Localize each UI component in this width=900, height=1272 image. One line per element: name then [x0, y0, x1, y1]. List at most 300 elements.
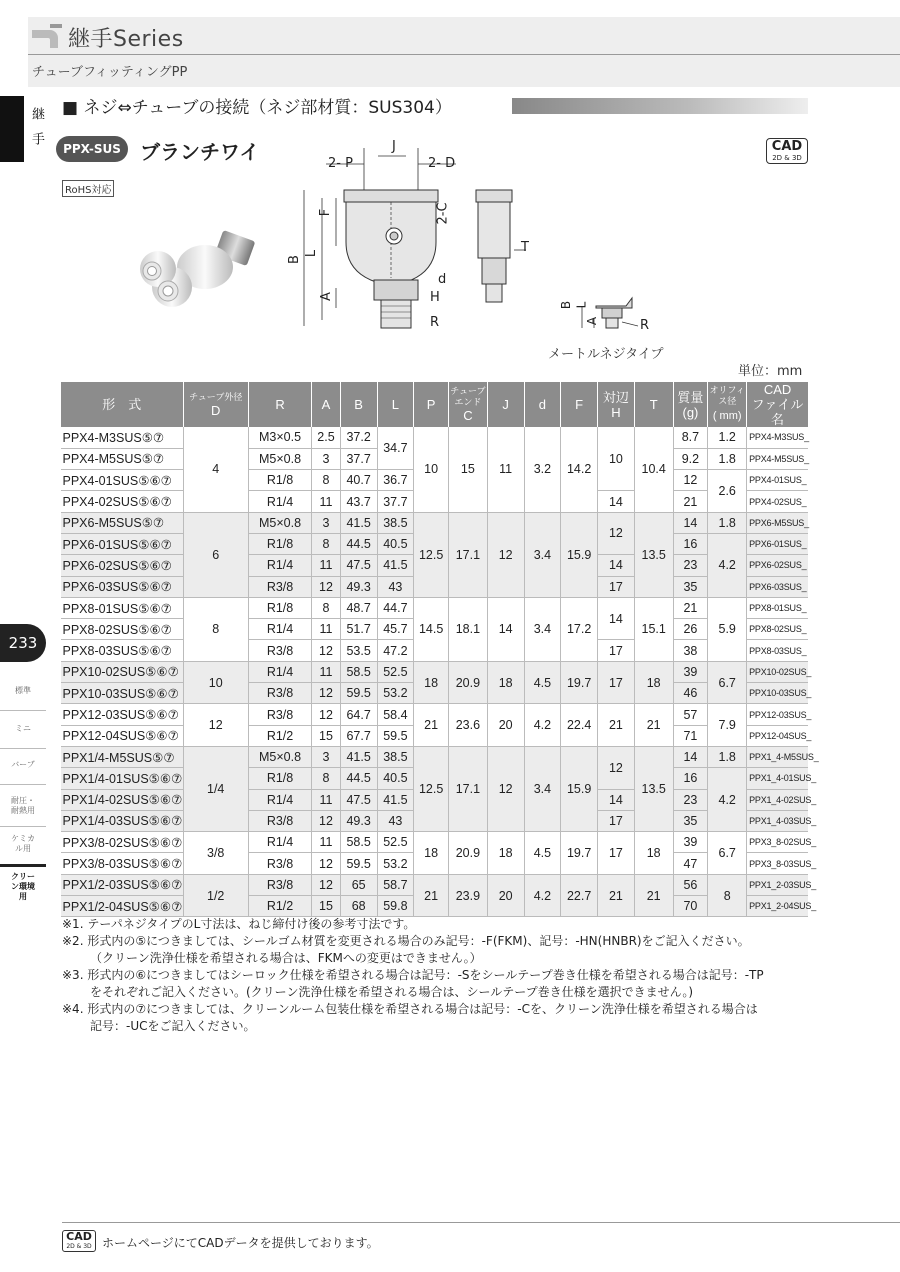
model-cell: PPX3/8-03SUS⑤⑥⑦ [61, 853, 184, 874]
footer-cad-label: CAD [66, 1230, 92, 1243]
spec-table [60, 382, 819, 917]
table-cell: 11 [312, 619, 341, 640]
table-cell: 35 [673, 810, 708, 831]
model-cell: PPX1/4-M5SUS⑤⑦ [61, 746, 184, 767]
dim-label-d: 2- D [428, 156, 456, 171]
product-badge: PPX-SUS [56, 136, 128, 162]
table-cell: 4.2 [524, 704, 561, 747]
table-cell: 37.7 [340, 448, 377, 469]
table-cell: 17 [598, 576, 635, 597]
table-cell: 1.2 [708, 427, 747, 448]
fitting-logo-icon [30, 22, 64, 50]
note-line: ※2. 形式内の⑤につきましては、シールゴム材質を変更される場合のみ記号：-F(FKM)、記号：-HN(HNBR)をご記入ください。 [62, 934, 750, 948]
table-cell: 68 [340, 896, 377, 917]
table-cell: 20.9 [448, 832, 487, 875]
table-cell: 12 [312, 704, 341, 725]
dimension-drawing [286, 138, 536, 338]
table-cell: 1.8 [708, 746, 747, 767]
table-cell: 26 [673, 619, 708, 640]
table-cell: 3.4 [524, 746, 561, 831]
cad-file-cell: PPX4-M3SUS_ [747, 427, 808, 448]
thread-cell: R1/4 [248, 491, 311, 512]
tube-od-cell: 8 [183, 597, 248, 661]
side-divider-active [0, 864, 46, 867]
table-cell: 21 [634, 874, 673, 917]
table-cell: 21 [414, 874, 449, 917]
table-cell: 10 [598, 427, 635, 491]
cad-file-cell: PPX1_2-03SUS_ [747, 874, 808, 895]
table-cell: 1.8 [708, 448, 747, 469]
series-title: 継手Series [68, 27, 184, 52]
table-row [61, 597, 809, 618]
table-cell: 17 [598, 832, 635, 875]
table-row [61, 512, 809, 533]
table-cell: 59.5 [340, 853, 377, 874]
thread-cell: R3/8 [248, 874, 311, 895]
table-cell: 4.2 [708, 768, 747, 832]
table-cell: 43 [377, 810, 414, 831]
thread-cell: R3/8 [248, 683, 311, 704]
table-cell: 3.2 [524, 427, 561, 512]
cad-file-cell: PPX8-02SUS_ [747, 619, 808, 640]
cad-file-cell: PPX10-03SUS_ [747, 683, 808, 704]
cad-file-cell: PPX4-01SUS_ [747, 470, 808, 491]
footer-text: ホームページにてCADデータを提供しております。 [102, 1236, 379, 1250]
table-cell: 8 [312, 470, 341, 491]
cad-badge[interactable] [766, 138, 808, 164]
cad-file-cell: PPX1_4-01SUS_ [747, 768, 808, 789]
table-row [61, 874, 809, 895]
table-cell: 12.5 [414, 512, 449, 597]
table-cell: 14 [598, 597, 635, 640]
table-cell: 47 [673, 853, 708, 874]
dim-label-a: A [318, 292, 334, 301]
tube-od-cell: 3/8 [183, 832, 248, 875]
table-cell: 8 [312, 768, 341, 789]
table-cell: 21 [598, 704, 635, 747]
table-cell: 17 [598, 640, 635, 661]
model-cell: PPX1/4-03SUS⑤⑥⑦ [61, 810, 184, 831]
cad-file-cell: PPX1_4-03SUS_ [747, 810, 808, 831]
table-cell: 41.5 [340, 512, 377, 533]
footer-cad-badge[interactable] [62, 1230, 96, 1252]
side-divider [0, 748, 46, 749]
thread-cell: R1/4 [248, 619, 311, 640]
table-header-row [61, 382, 809, 427]
metric-thread-drawing [566, 292, 646, 336]
footer-cad-sub: 2D & 3D [66, 1243, 92, 1250]
dim-label-j: J [392, 139, 396, 154]
model-cell: PPX1/2-04SUS⑤⑥⑦ [61, 896, 184, 917]
side-item-clean[interactable]: クリーン環境用 [11, 872, 35, 901]
model-cell: PPX10-02SUS⑤⑥⑦ [61, 661, 184, 682]
cad-file-cell: PPX12-04SUS_ [747, 725, 808, 746]
col-c: チューブエンド C [448, 382, 487, 427]
cad-badge-label: CAD [771, 139, 803, 154]
table-row [61, 427, 809, 448]
col-orifice: オリフィス径 ( mm) [708, 382, 747, 427]
table-cell: 3.4 [524, 512, 561, 597]
table-cell: 17.1 [448, 746, 487, 831]
table-cell: 59.8 [377, 896, 414, 917]
table-cell: 12 [312, 853, 341, 874]
model-cell: PPX10-03SUS⑤⑥⑦ [61, 683, 184, 704]
table-cell: 19.7 [561, 832, 598, 875]
dim-label-small-d: d [438, 272, 447, 287]
metric-label-l: L [574, 301, 589, 309]
header-divider [28, 54, 900, 55]
table-cell: 23 [673, 789, 708, 810]
table-cell: 11 [312, 661, 341, 682]
thread-cell: R3/8 [248, 640, 311, 661]
col-model: 形 式 [61, 382, 184, 427]
tube-od-cell: 6 [183, 512, 248, 597]
table-cell: 21 [673, 491, 708, 512]
table-cell: 10 [414, 427, 449, 512]
table-cell: 47.5 [340, 555, 377, 576]
table-cell: 20.9 [448, 661, 487, 704]
thread-cell: R1/4 [248, 555, 311, 576]
model-cell: PPX4-M3SUS⑤⑦ [61, 427, 184, 448]
cad-file-cell: PPX6-M5SUS_ [747, 512, 808, 533]
metric-label-b: B [559, 300, 574, 310]
model-cell: PPX12-03SUS⑤⑥⑦ [61, 704, 184, 725]
cad-file-cell: PPX6-02SUS_ [747, 555, 808, 576]
table-cell: 15.9 [561, 512, 598, 597]
model-cell: PPX1/4-02SUS⑤⑥⑦ [61, 789, 184, 810]
table-cell: 18 [414, 832, 449, 875]
col-l: L [377, 382, 414, 427]
table-cell: 13.5 [634, 746, 673, 831]
model-cell: PPX4-02SUS⑤⑥⑦ [61, 491, 184, 512]
section-title-bar [512, 98, 808, 114]
model-cell: PPX1/2-03SUS⑤⑥⑦ [61, 874, 184, 895]
side-item-standard[interactable]: 標準 [15, 686, 31, 695]
table-row [61, 661, 809, 682]
table-cell: 58.5 [340, 661, 377, 682]
footer-divider [62, 1222, 900, 1223]
col-mass: 質量 (g) [673, 382, 708, 427]
page-number: 233 [0, 624, 46, 662]
table-cell: 40.5 [377, 533, 414, 554]
table-cell: 14 [598, 789, 635, 810]
dim-label-p: 2- P [328, 156, 353, 171]
table-cell: 5.9 [708, 597, 747, 661]
product-name: ブランチワイ [140, 140, 260, 164]
table-cell: 18 [487, 661, 524, 704]
thread-cell: R1/2 [248, 896, 311, 917]
table-cell: 38.5 [377, 746, 414, 767]
table-cell: 64.7 [340, 704, 377, 725]
model-cell: PPX8-02SUS⑤⑥⑦ [61, 619, 184, 640]
dim-label-t: T [521, 240, 529, 255]
thread-cell: R1/4 [248, 789, 311, 810]
table-cell: 15 [448, 427, 487, 512]
table-cell: 16 [673, 533, 708, 554]
table-cell: 11 [487, 427, 524, 512]
dim-label-b: B [286, 255, 302, 264]
thread-cell: R1/8 [248, 597, 311, 618]
table-cell: 14.2 [561, 427, 598, 512]
col-b: B [340, 382, 377, 427]
model-cell: PPX8-03SUS⑤⑥⑦ [61, 640, 184, 661]
model-cell: PPX4-01SUS⑤⑥⑦ [61, 470, 184, 491]
model-cell: PPX6-01SUS⑤⑥⑦ [61, 533, 184, 554]
table-cell: 7.9 [708, 704, 747, 747]
table-cell: 56 [673, 874, 708, 895]
dim-label-r: R [430, 315, 440, 330]
table-cell: 58.5 [340, 832, 377, 853]
table-cell: 11 [312, 491, 341, 512]
unit-label: 単位：mm [738, 364, 803, 379]
table-cell: 14 [598, 555, 635, 576]
table-cell: 12 [598, 746, 635, 789]
side-divider [0, 710, 46, 711]
model-cell: PPX6-M5SUS⑤⑦ [61, 512, 184, 533]
table-cell: 12 [312, 640, 341, 661]
note-line: ※1. テーパネジタイプのL寸法は、ねじ締付け後の参考寸法です。 [62, 917, 416, 931]
table-body [61, 427, 819, 917]
table-cell: 58.7 [377, 874, 414, 895]
side-item-mini[interactable]: ミニ [15, 724, 31, 733]
table-cell: 45.7 [377, 619, 414, 640]
cad-file-cell: PPX6-01SUS_ [747, 533, 808, 554]
side-item-pressure[interactable]: 耐圧・耐熱用 [11, 796, 35, 815]
table-cell: 22.7 [561, 874, 598, 917]
table-cell: 8 [312, 533, 341, 554]
table-cell: 70 [673, 896, 708, 917]
cad-file-cell: PPX3_8-03SUS_ [747, 853, 808, 874]
table-cell: 14 [673, 512, 708, 533]
table-row [61, 704, 809, 725]
table-cell: 18 [634, 661, 673, 704]
side-item-barb[interactable]: バーブ [11, 760, 35, 769]
table-cell: 53.2 [377, 853, 414, 874]
table-cell: 12.5 [414, 746, 449, 831]
thread-cell: R1/4 [248, 661, 311, 682]
model-cell: PPX8-01SUS⑤⑥⑦ [61, 597, 184, 618]
dim-label-c: 2-C [435, 202, 451, 225]
tube-od-cell: 4 [183, 427, 248, 512]
table-cell: 49.3 [340, 576, 377, 597]
table-cell: 43 [377, 576, 414, 597]
table-cell: 17 [598, 661, 635, 704]
table-cell: 44.7 [377, 597, 414, 618]
thread-cell: R3/8 [248, 576, 311, 597]
tube-od-cell: 1/4 [183, 746, 248, 831]
cad-file-cell: PPX1_4-M5SUS_ [747, 746, 808, 767]
table-cell: 23.9 [448, 874, 487, 917]
table-cell: 11 [312, 789, 341, 810]
cad-file-cell: PPX12-03SUS_ [747, 704, 808, 725]
table-cell: 44.5 [340, 533, 377, 554]
table-cell: 3.4 [524, 597, 561, 661]
model-cell: PPX1/4-01SUS⑤⑥⑦ [61, 768, 184, 789]
col-t: T [634, 382, 673, 427]
series-subtitle: チューブフィッティングPP [32, 65, 188, 80]
table-cell: 12 [487, 746, 524, 831]
table-cell: 19.7 [561, 661, 598, 704]
notes [62, 916, 812, 1035]
table-cell: 58.4 [377, 704, 414, 725]
cad-file-cell: PPX6-03SUS_ [747, 576, 808, 597]
table-cell: 35 [673, 576, 708, 597]
table-cell: 1.8 [708, 512, 747, 533]
table-cell: 18 [634, 832, 673, 875]
col-r: R [248, 382, 311, 427]
thread-cell: R3/8 [248, 704, 311, 725]
col-d: d [524, 382, 561, 427]
table-cell: 12 [312, 810, 341, 831]
cad-file-cell: PPX8-03SUS_ [747, 640, 808, 661]
rohs-badge: RoHS対応 [62, 180, 114, 197]
cad-file-cell: PPX1_2-04SUS_ [747, 896, 808, 917]
note-line: 記号：-UCをご記入ください。 [90, 1019, 256, 1033]
table-cell: 14.5 [414, 597, 449, 661]
table-cell: 67.7 [340, 725, 377, 746]
col-j: J [487, 382, 524, 427]
table-cell: 36.7 [377, 470, 414, 491]
table-cell: 14 [598, 491, 635, 512]
table-cell: 10.4 [634, 427, 673, 512]
cad-badge-sub: 2D & 3D [772, 154, 802, 162]
table-cell: 4.5 [524, 832, 561, 875]
dim-label-f: F [318, 208, 334, 217]
table-cell: 2.6 [708, 470, 747, 513]
table-cell: 18.1 [448, 597, 487, 661]
table-cell: 23.6 [448, 704, 487, 747]
table-cell: 12 [598, 512, 635, 555]
cad-file-cell: PPX4-M5SUS_ [747, 448, 808, 469]
table-cell: 65 [340, 874, 377, 895]
side-tab-marker [0, 96, 24, 162]
table-cell: 59.5 [340, 683, 377, 704]
side-divider [0, 826, 46, 827]
thread-cell: R1/4 [248, 832, 311, 853]
table-cell: 22.4 [561, 704, 598, 747]
metric-label-r: R [640, 318, 650, 333]
table-cell: 17.2 [561, 597, 598, 661]
table-row [61, 746, 809, 767]
table-cell: 6.7 [708, 832, 747, 875]
table-cell: 11 [312, 832, 341, 853]
table-cell: 38.5 [377, 512, 414, 533]
table-cell: 44.5 [340, 768, 377, 789]
tube-od-cell: 1/2 [183, 874, 248, 917]
dim-label-h: H [430, 290, 440, 305]
table-cell: 59.5 [377, 725, 414, 746]
table-cell: 15 [312, 896, 341, 917]
note-line: ※4. 形式内の⑦につきましては、クリーンルーム包装仕様を希望される場合は記号：-Cを、クリーン洗浄仕様を希望される場合は [62, 1002, 758, 1016]
table-cell: 57 [673, 704, 708, 725]
thread-cell: M5×0.8 [248, 448, 311, 469]
side-item-chemical[interactable]: ケミカル用 [11, 834, 35, 853]
table-cell: 14 [673, 746, 708, 767]
metric-label-a: A [585, 316, 600, 326]
table-cell: 12 [312, 683, 341, 704]
table-cell: 34.7 [377, 427, 414, 470]
model-cell: PPX3/8-02SUS⑤⑥⑦ [61, 832, 184, 853]
tube-od-cell: 10 [183, 661, 248, 704]
table-cell: 39 [673, 661, 708, 682]
table-cell: 21 [598, 874, 635, 917]
col-tube-od: チューブ外径 D [183, 382, 248, 427]
col-cad: CAD ファイル名 [747, 382, 808, 427]
table-cell: 23 [673, 555, 708, 576]
thread-cell: R1/2 [248, 725, 311, 746]
table-cell: 4.5 [524, 661, 561, 704]
table-cell: 15.1 [634, 597, 673, 661]
table-cell: 43.7 [340, 491, 377, 512]
table-cell: 12 [312, 874, 341, 895]
table-cell: 53.2 [377, 683, 414, 704]
table-cell: 20 [487, 704, 524, 747]
table-cell: 17 [598, 810, 635, 831]
table-cell: 8 [708, 874, 747, 917]
table-cell: 15.9 [561, 746, 598, 831]
col-p: P [414, 382, 449, 427]
dim-label-l: L [304, 249, 320, 258]
cad-file-cell: PPX8-01SUS_ [747, 597, 808, 618]
table-cell: 17.1 [448, 512, 487, 597]
cad-file-cell: PPX1_4-02SUS_ [747, 789, 808, 810]
table-cell: 41.5 [377, 555, 414, 576]
table-cell: 12 [487, 512, 524, 597]
table-cell: 12 [673, 470, 708, 491]
table-cell: 40.5 [377, 768, 414, 789]
thread-cell: R1/8 [248, 533, 311, 554]
table-cell: 14 [487, 597, 524, 661]
table-row [61, 832, 809, 853]
thread-cell: M5×0.8 [248, 746, 311, 767]
col-a: A [312, 382, 341, 427]
table-cell: 8.7 [673, 427, 708, 448]
section-title: ■ ネジ⇔チューブの接続（ネジ部材質：SUS304） [62, 98, 452, 118]
table-cell: 21 [634, 704, 673, 747]
table-cell: 47.2 [377, 640, 414, 661]
side-tab-label[interactable]: 継手 [24, 96, 46, 162]
table-cell: 21 [414, 704, 449, 747]
table-cell: 2.5 [312, 427, 341, 448]
model-cell: PPX12-04SUS⑤⑥⑦ [61, 725, 184, 746]
table-cell: 3 [312, 512, 341, 533]
table-cell: 39 [673, 832, 708, 853]
thread-cell: R3/8 [248, 810, 311, 831]
cad-file-cell: PPX10-02SUS_ [747, 661, 808, 682]
product-photo [130, 225, 270, 335]
table-cell: 51.7 [340, 619, 377, 640]
thread-cell: M5×0.8 [248, 512, 311, 533]
table-cell: 13.5 [634, 512, 673, 597]
tube-od-cell: 12 [183, 704, 248, 747]
cad-file-cell: PPX4-02SUS_ [747, 491, 808, 512]
model-cell: PPX6-02SUS⑤⑥⑦ [61, 555, 184, 576]
note-line: をそれぞれご記入ください。(クリーン洗浄仕様を希望される場合は、シールテープ巻き仕様を選択できません。) [90, 985, 694, 999]
table-cell: 53.5 [340, 640, 377, 661]
table-cell: 6.7 [708, 661, 747, 704]
table-cell: 41.5 [340, 746, 377, 767]
metric-caption: メートルネジタイプ [548, 347, 664, 362]
model-cell: PPX4-M5SUS⑤⑦ [61, 448, 184, 469]
col-h: 対辺 H [598, 382, 635, 427]
table-cell: 49.3 [340, 810, 377, 831]
table-cell: 40.7 [340, 470, 377, 491]
table-cell: 47.5 [340, 789, 377, 810]
table-cell: 3 [312, 448, 341, 469]
table-cell: 38 [673, 640, 708, 661]
thread-cell: M3×0.5 [248, 427, 311, 448]
note-line: （クリーン洗浄仕様を希望される場合は、FKMへの変更はできません。） [90, 951, 482, 965]
